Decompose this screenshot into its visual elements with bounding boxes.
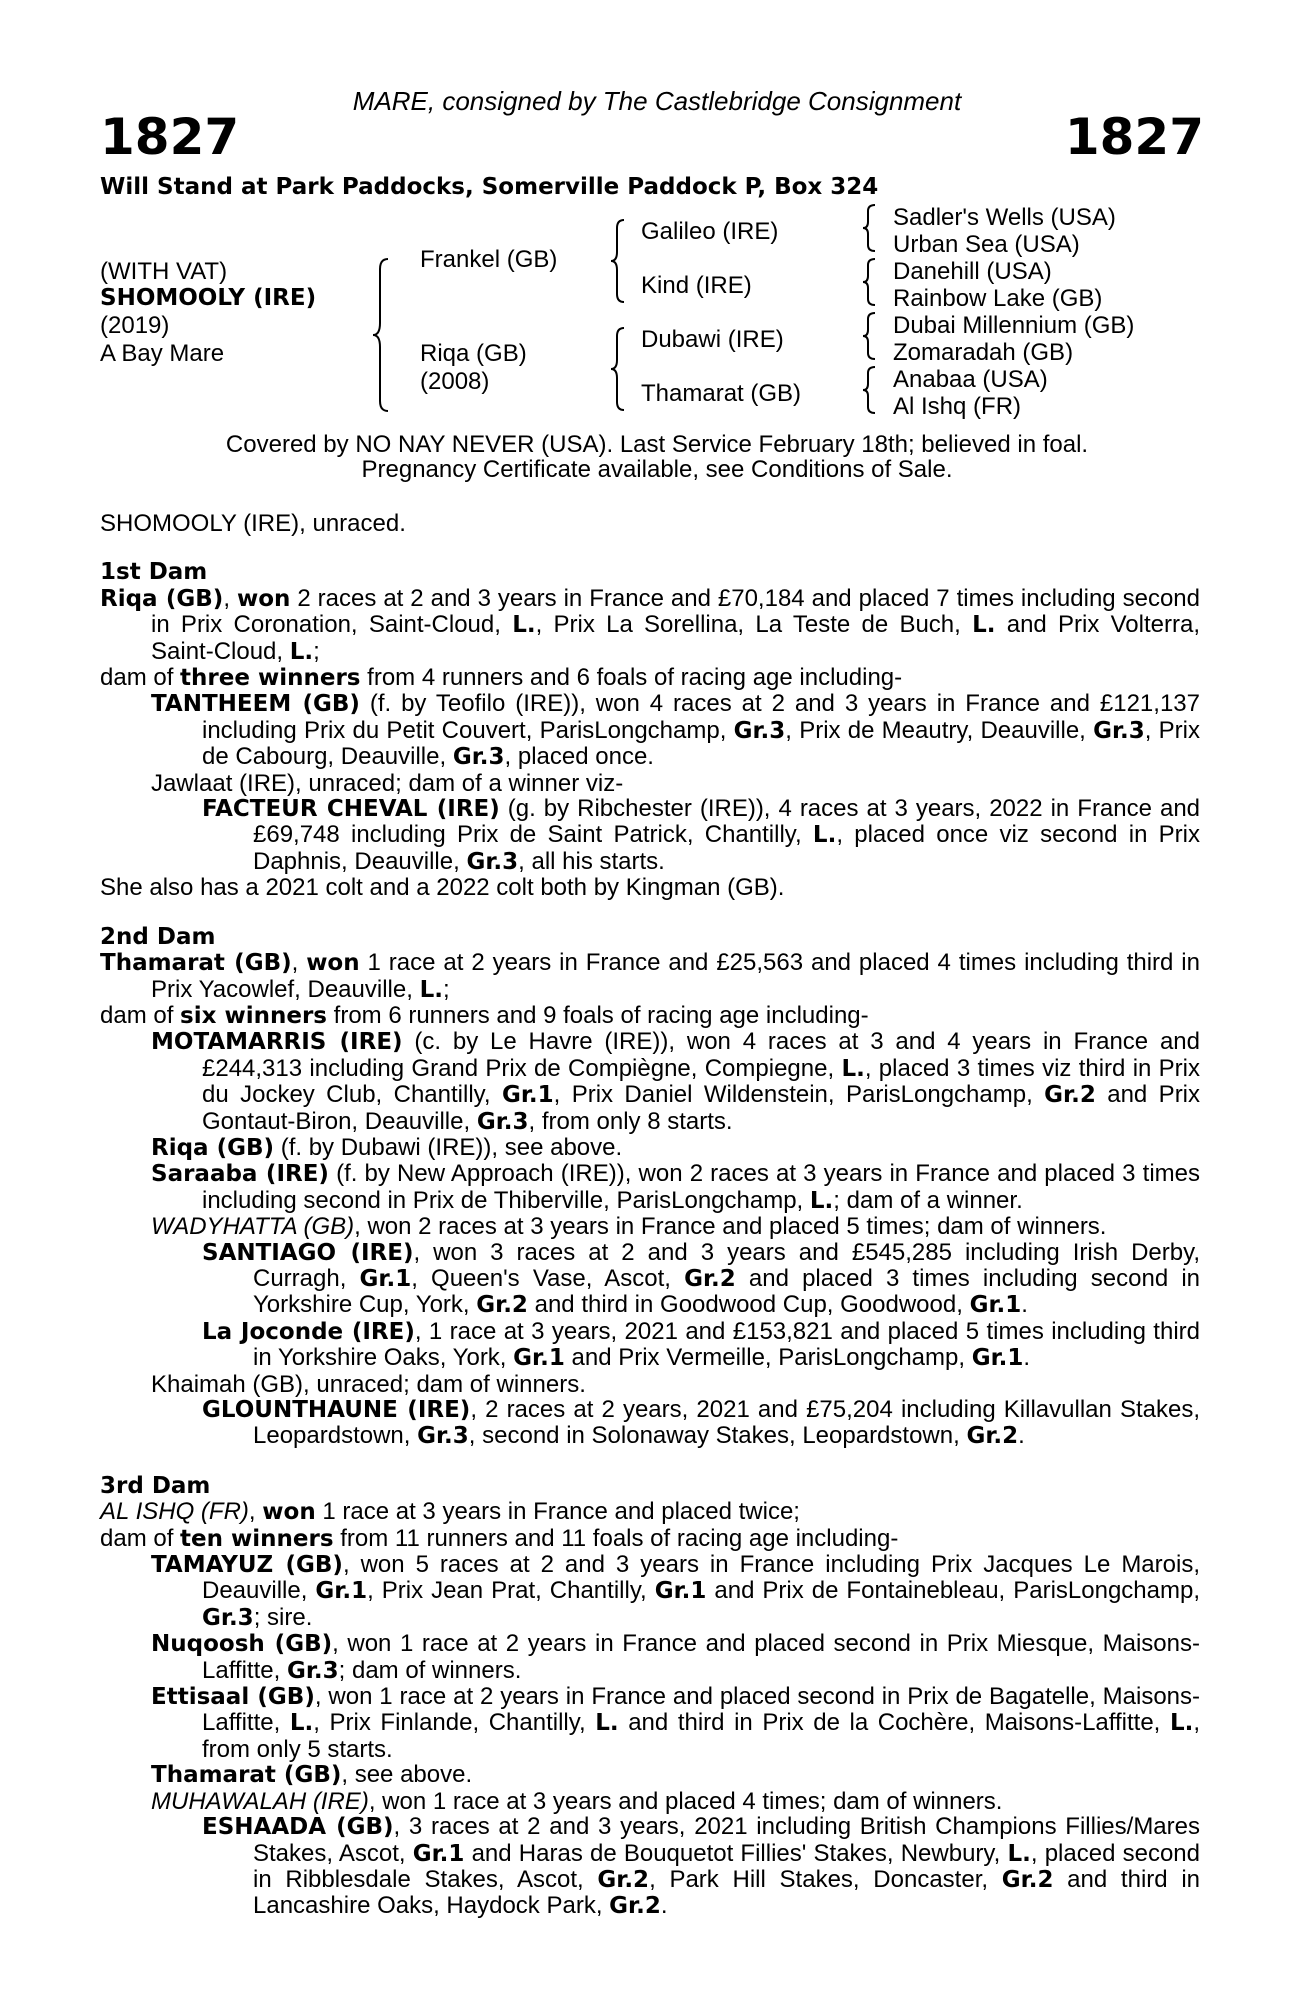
dam2-offspring-4	[100, 1214, 1200, 1239]
offspring-text: .	[1023, 1344, 1031, 1372]
lot-number-right: 1827	[1064, 108, 1204, 166]
grade-mark: Gr.1	[513, 1345, 565, 1372]
offspring-text: ; sire.	[253, 1603, 313, 1631]
dam2-grandoffspring-3	[100, 1397, 1200, 1450]
dam3-dam-of	[100, 1526, 1200, 1552]
grade-mark: Gr.3	[417, 1423, 469, 1450]
grade-mark: Gr.2	[1001, 1866, 1054, 1893]
winners-count: ten winners	[180, 1525, 334, 1552]
dam3-offspring-5	[100, 1789, 1200, 1814]
grade-mark: Gr.3	[286, 1657, 339, 1684]
dam1-name: Riqa (GB)	[100, 585, 224, 612]
offspring-text: and Prix Vermeille, ParisLongchamp,	[564, 1344, 972, 1372]
g-brace-3	[860, 310, 880, 362]
g-brace-2	[860, 256, 880, 308]
offspring-text: , placed once.	[504, 743, 654, 771]
grade-mark: Gr.1	[501, 1082, 554, 1109]
grade-mark: Gr.3	[733, 717, 786, 744]
horse-name: SHOMOOLY (IRE)	[100, 285, 317, 311]
winners-count: six winners	[180, 1002, 327, 1029]
dam2-offspring-1	[100, 1029, 1200, 1135]
lot-number-left: 1827	[100, 108, 240, 166]
offspring-text: , 1 race at 3 years, 2021 and £153,821 and placed 5 times including third in Yorkshire Oaks, York,	[253, 1317, 1200, 1372]
dam-name: Riqa (GB)	[420, 340, 527, 367]
grade-mark: Gr.1	[359, 1265, 412, 1292]
dam2-dam-of	[100, 1003, 1200, 1029]
offspring-name: TANTHEEM (GB)	[151, 691, 360, 718]
dam2-offspring-3	[100, 1161, 1200, 1214]
offspring-text: , second in Solonaway Stakes, Leopardstown,	[468, 1422, 967, 1450]
dam3-heading: 3rd Dam	[100, 1472, 211, 1499]
offspring-text: , won 1 race at 3 years and placed 4 times; dam of winners.	[368, 1787, 1003, 1815]
offspring-text: , all his starts.	[518, 847, 665, 875]
offspring-text: ; dam of winners.	[338, 1656, 522, 1684]
offspring-name: ESHAADA (GB)	[202, 1814, 394, 1841]
offspring-text: .	[1018, 1422, 1025, 1450]
grade-mark: Gr.3	[202, 1604, 254, 1631]
offspring-name: Nuqoosh (GB)	[151, 1631, 333, 1658]
grade-mark: Gr.3	[466, 848, 519, 875]
covering-line-2: Pregnancy Certificate available, see Conditions of Sale.	[361, 456, 953, 483]
ancestor-2: Urban Sea (USA)	[893, 231, 1080, 258]
offspring-text: , Prix Daniel Wildenstein, ParisLongchamp,	[553, 1081, 1045, 1109]
offspring-text: , Park Hill Stakes, Doncaster,	[649, 1865, 1002, 1893]
offspring-text: and Haras de Bouquetot Fillies' Stakes, Newbury,	[464, 1839, 1008, 1867]
offspring-text: , won 2 races at 3 years in France and placed 5 times; dam of winners.	[354, 1213, 1107, 1241]
grade-mark: Gr.3	[452, 744, 505, 771]
offspring-text: , won 1 race at 2 years in France and placed second in Prix Miesque, Maisons-Laffitte,	[202, 1630, 1200, 1684]
listed-mark: L.	[809, 1187, 834, 1214]
listed-mark: L.	[289, 1710, 314, 1737]
horse-year: (2019)	[100, 312, 170, 339]
dam3-name: AL ISHQ (FR)	[100, 1498, 249, 1526]
offspring-text: , Prix Jean Prat, Chantilly,	[367, 1577, 655, 1605]
dam1-also: She also has a 2021 colt and a 2022 colt both by Kingman (GB).	[100, 874, 785, 902]
dam-of-text: from 11 runners and 11 foals of racing age including-	[333, 1524, 899, 1552]
offspring-text: , won 5 races at 2 and 3 years in France including Prix Jacques Le Marois, Deauville,	[202, 1551, 1200, 1605]
offspring-name: Riqa (GB)	[151, 1134, 275, 1161]
grade-mark: Gr.2	[1044, 1082, 1096, 1109]
offspring-text: and third in Lancashire Oaks, Haydock Park,	[253, 1865, 1201, 1920]
dam-of-text: dam of	[100, 1524, 181, 1552]
offspring-text: , Prix de Cabourg, Deauville,	[202, 716, 1200, 771]
offspring-name: Thamarat (GB)	[151, 1762, 342, 1789]
ancestor-4: Rainbow Lake (GB)	[893, 285, 1103, 312]
dam2-heading: 2nd Dam	[100, 923, 216, 950]
dam1-heading: 1st Dam	[100, 559, 208, 586]
grade-mark: Gr.2	[597, 1866, 650, 1893]
listed-mark: L.	[595, 1710, 619, 1737]
sire-sire: Galileo (IRE)	[641, 218, 779, 245]
offspring-text: and Prix Gontaut-Biron, Deauville,	[202, 1081, 1201, 1135]
offspring-text: (f. by New Approach (IRE)), won 2 races at 3 years in France and placed 3 times including second in Prix de Thiberville, ParisLongchamp,	[202, 1160, 1200, 1214]
listed-mark: L.	[841, 1055, 865, 1082]
listed-mark: L.	[419, 976, 443, 1003]
covering-line-1: Covered by NO NAY NEVER (USA). Last Service February 18th; believed in foal.	[225, 431, 1089, 458]
offspring-text: , 3 races at 2 and 3 years, 2021 including British Champions Fillies/Mares Stakes, Ascot,	[253, 1813, 1200, 1867]
dam1-text: , Prix La Sorellina, La Teste de Buch,	[535, 611, 973, 639]
offspring-text: .	[1021, 1291, 1028, 1319]
dam3-offspring-2	[100, 1631, 1200, 1684]
listed-mark: L.	[972, 612, 996, 639]
dam3-record: AL ISHQ (FR), won 1 race at 3 years in France and placed twice;	[100, 1498, 800, 1526]
offspring-text: (c. by Le Havre (IRE)), won 4 races at 3 and 4 years in France and £244,313 including Grand Prix de Compiègne, Compiegne,	[202, 1028, 1201, 1082]
dam-of-text: dam of	[100, 1001, 181, 1029]
g-brace-1	[860, 202, 880, 254]
grade-mark: Gr.1	[971, 1345, 1024, 1372]
ancestor-3: Danehill (USA)	[893, 258, 1052, 285]
grade-mark: Gr.1	[969, 1292, 1022, 1319]
dam3-text: 1 race at 3 years in France and placed twice;	[315, 1498, 800, 1526]
sire-name: Frankel (GB)	[420, 246, 558, 273]
offspring-name: La Joconde (IRE)	[202, 1318, 415, 1345]
dam2-text: ;	[442, 975, 450, 1003]
offspring-text: , won 3 races at 2 and 3 years and £545,285 including Irish Derby, Curragh,	[253, 1238, 1200, 1292]
stand-location: Will Stand at Park Paddocks, Somerville Paddock P, Box 324	[100, 174, 879, 200]
offspring-name: MOTAMARRIS (IRE)	[151, 1029, 403, 1056]
offspring-name: WADYHATTA (GB)	[151, 1213, 355, 1241]
offspring-text: (f. by Dubawi (IRE)), see above.	[274, 1133, 623, 1161]
offspring-text: and Prix de Fontainebleau, ParisLongchamp,	[706, 1577, 1200, 1605]
offspring-name: GLOUNTHAUNE (IRE)	[202, 1397, 471, 1423]
dam2-grandoffspring-1	[100, 1240, 1200, 1319]
ancestor-1: Sadler's Wells (USA)	[893, 204, 1116, 231]
offspring-name: TAMAYUZ (GB)	[151, 1552, 343, 1579]
offspring-text: , from only 5 starts.	[202, 1709, 1201, 1763]
grade-mark: Gr.2	[609, 1893, 661, 1920]
dam3-offspring-1	[100, 1552, 1200, 1631]
covering-note	[0, 432, 1314, 482]
listed-mark: L.	[512, 612, 536, 639]
offspring-text: , placed once viz second in Prix Daphnis, Deauville,	[253, 821, 1200, 875]
consignor-line: MARE, consigned by The Castlebridge Consignment	[352, 86, 962, 116]
dam-of-text: dam of	[100, 664, 181, 692]
sire-dam-brace	[370, 255, 394, 415]
offspring-text: , 2 races at 2 years, 2021 and £75,204 including Killavullan Stakes, Leopardstown,	[253, 1396, 1201, 1450]
dam1-offspring-1	[100, 691, 1200, 770]
grade-mark: Gr.3	[1093, 717, 1145, 744]
dam1-won: won	[236, 585, 291, 612]
dam1-text: ;	[313, 637, 320, 665]
offspring-name: MUHAWALAH (IRE)	[151, 1787, 369, 1815]
vat-note: (WITH VAT)	[100, 258, 228, 285]
dam1-text: and Prix Volterra, Saint-Cloud,	[151, 611, 1200, 665]
grade-mark: Gr.1	[315, 1578, 368, 1605]
offspring-name: SANTIAGO (IRE)	[202, 1239, 414, 1266]
grade-mark: Gr.2	[966, 1423, 1019, 1450]
offspring-name: Saraaba (IRE)	[151, 1161, 329, 1188]
grade-mark: Gr.2	[476, 1292, 528, 1319]
listed-mark: L.	[812, 822, 837, 849]
ancestor-8: Al Ishq (FR)	[893, 393, 1022, 420]
offspring-text: , Prix de Meautry, Deauville,	[785, 716, 1094, 744]
dam3-won: won	[262, 1499, 316, 1526]
dam2-won: won	[306, 950, 360, 977]
dam1-offspring-2: Jawlaat (IRE), unraced; dam of a winner viz-	[151, 769, 624, 797]
dam3-offspring-3	[100, 1684, 1200, 1762]
ancestor-6: Zomaradah (GB)	[893, 339, 1074, 366]
dam-sire: Dubawi (IRE)	[641, 326, 784, 353]
grade-mark: Gr.1	[412, 1840, 465, 1867]
listed-mark: L.	[1169, 1710, 1194, 1737]
offspring-text: , placed second in Ribblesdale Stakes, Ascot,	[253, 1839, 1200, 1893]
dam-brace	[608, 324, 630, 414]
offspring-text: , placed 3 times viz third in Prix du Jockey Club, Chantilly,	[202, 1054, 1200, 1109]
winners-count: three winners	[180, 665, 361, 692]
offspring-text: ; dam of a winner.	[833, 1186, 1023, 1214]
sire-dam: Kind (IRE)	[641, 272, 752, 299]
dam2-offspring-2	[100, 1135, 1200, 1161]
intro-line: SHOMOOLY (IRE), unraced.	[100, 510, 406, 537]
offspring-text: (g. by Ribchester (IRE)), 4 races at 3 years, 2022 in France and £69,748 including Prix de Saint Patrick, Chantilly,	[253, 795, 1201, 849]
dam-of-text: from 6 runners and 9 foals of racing age including-	[326, 1001, 869, 1029]
offspring-name: Ettisaal (GB)	[151, 1684, 315, 1711]
dam1-record: Riqa (GB), won 2 races at 2 and 3 years in France and £70,184 and placed 7 times including second in Prix Coronation, Saint-Cloud, L., Prix La Sorellina, La Teste de Buch, L. and Prix Volterra, Saint-Cloud, L.;	[100, 584, 1200, 665]
listed-mark: L.	[289, 638, 314, 665]
dam1-dam-of	[100, 665, 1200, 691]
offspring-text: , from only 8 starts.	[528, 1107, 733, 1135]
grade-mark: Gr.2	[684, 1265, 736, 1292]
dam-year: (2008)	[420, 368, 490, 395]
offspring-text: and third in Goodwood Cup, Goodwood,	[527, 1291, 970, 1319]
offspring-text: , Queen's Vase, Ascot,	[411, 1264, 685, 1292]
grade-mark: Gr.3	[476, 1108, 529, 1135]
offspring-text: and third in Prix de la Cochère, Maisons-Laffitte,	[618, 1709, 1170, 1737]
g-brace-4	[860, 364, 880, 416]
offspring-text: and placed 3 times including second in Yorkshire Cup, York,	[253, 1264, 1201, 1319]
dam1-text: 2 races at 2 and 3 years in France and £70,184 and placed 7 times including second in Prix Coronation, Saint-Cloud,	[151, 584, 1200, 639]
offspring-text: (f. by Teofilo (IRE)), won 4 races at 2 and 3 years in France and £121,137 including Prix du Petit Couvert, ParisLongchamp,	[202, 690, 1200, 744]
dam2-record: Thamarat (GB), won 1 race at 2 years in France and £25,563 and placed 4 times including third in Prix Yacowlef, Deauville, L.;	[100, 949, 1200, 1003]
dam3-offspring-4	[100, 1762, 1200, 1788]
dam-dam: Thamarat (GB)	[641, 380, 802, 407]
dam2-text: 1 race at 2 years in France and £25,563 and placed 4 times including third in Prix Yacowlef, Deauville,	[151, 949, 1200, 1003]
listed-mark: L.	[1007, 1840, 1031, 1867]
dam-of-text: from 4 runners and 6 foals of racing age including-	[360, 664, 903, 692]
offspring-text: , Prix Finlande, Chantilly,	[313, 1709, 596, 1737]
offspring-name: FACTEUR CHEVAL (IRE)	[202, 796, 500, 823]
ancestor-5: Dubai Millennium (GB)	[893, 312, 1135, 339]
sire-brace	[608, 216, 630, 306]
offspring-text: , won 1 race at 2 years in France and placed second in Prix de Bagatelle, Maisons-Laffitte,	[202, 1683, 1201, 1737]
horse-description: A Bay Mare	[100, 340, 225, 367]
dam2-grandoffspring-2	[100, 1319, 1200, 1372]
produce-record	[100, 511, 1200, 1920]
dam1-grandoffspring-1	[100, 796, 1200, 875]
offspring-text: , see above.	[341, 1761, 473, 1789]
offspring-text: .	[660, 1892, 668, 1920]
grade-mark: Gr.1	[654, 1578, 707, 1605]
ancestor-7: Anabaa (USA)	[893, 366, 1048, 393]
dam3-grandoffspring-1	[100, 1814, 1200, 1920]
dam2-name: Thamarat (GB)	[100, 950, 292, 977]
dam2-offspring-5: Khaimah (GB), unraced; dam of winners.	[151, 1370, 586, 1398]
